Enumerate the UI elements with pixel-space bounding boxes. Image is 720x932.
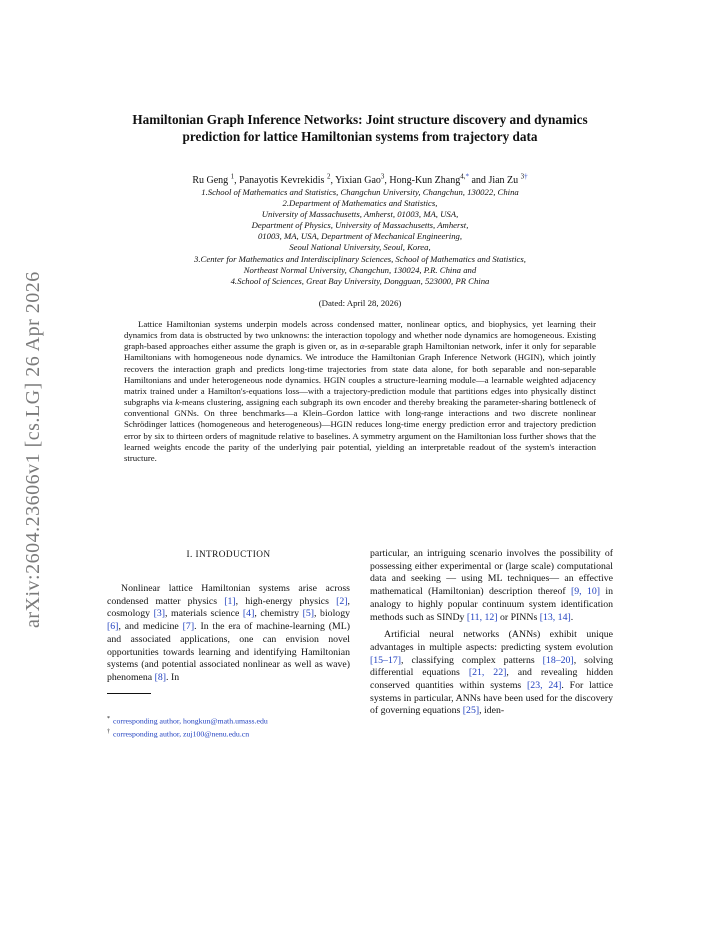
body-paragraph bbox=[370, 629, 613, 718]
author-affil-mark: 3 bbox=[380, 172, 385, 181]
paragraph-text: , cosmology bbox=[107, 595, 350, 620]
author-name: Ru Geng bbox=[192, 175, 229, 186]
abstract-text: -separable graph Hamiltonian network, infer it only for separable Hamiltonians with homogeneous node dynamics. We introduce the Hamiltonian Graph Inference Network (HGIN), which jointly recovers the interaction graph and predicts long-time trajectories from state data alone, for both separable and non-separable Hamiltonians and under heterogeneous node dynamics. HGIN couples a structure-learning module—a learnable weighted adjacency matrix trained under a Hamilton's-equations loss—with a trajectory-prediction module that partitions edges into physically distinct subgraphs via bbox=[124, 341, 596, 408]
footnote-mark: * bbox=[107, 716, 110, 722]
footnote-link[interactable]: corresponding author, zuj100@nenu.edu.cn bbox=[113, 729, 250, 739]
author-affil-mark: 3 bbox=[520, 172, 525, 181]
paragraph-text: , high-energy physics bbox=[235, 595, 337, 607]
affiliation-line: 4.School of Sciences, Great Bay University, Dongguan, 523000, PR China bbox=[230, 275, 490, 286]
citation-link[interactable]: [5] bbox=[302, 608, 315, 620]
citation-link[interactable]: [9, 10] bbox=[570, 586, 601, 598]
footnote-link[interactable]: corresponding author, hongkun@math.umass.edu bbox=[113, 716, 268, 726]
affiliation-line: 3.Center for Mathematics and Interdisciplinary Sciences, School of Mathematics and Statistics, bbox=[194, 253, 526, 264]
citation-link[interactable]: [15–17] bbox=[370, 654, 402, 666]
paragraph-text: , and medicine bbox=[118, 621, 183, 633]
author-list bbox=[106, 174, 614, 187]
date-line: (Dated: April 28, 2026) bbox=[318, 298, 402, 308]
paragraph-text: in analogy to highly popular continuum system identification methods such as SINDy bbox=[370, 586, 613, 623]
author-separator: , bbox=[330, 175, 336, 186]
paragraph-text: Artificial neural networks (ANNs) exhibit unique advantages in multiple aspects: predicting system evolution bbox=[370, 629, 613, 653]
paragraph-text: Nonlinear lattice Hamiltonian systems arise across condensed matter physics bbox=[107, 583, 350, 607]
citation-link[interactable]: [18–20] bbox=[542, 654, 574, 666]
affiliation-line: Northeast Normal University, Changchun, 130024, P.R. China and bbox=[243, 264, 477, 275]
author-separator: , bbox=[384, 175, 390, 186]
paragraph-text: . In bbox=[166, 671, 180, 683]
author-name: Jian Zu bbox=[488, 175, 519, 186]
footnote bbox=[107, 727, 350, 740]
abstract-math: α bbox=[359, 341, 365, 352]
paragraph-text: particular, an intriguing scenario involves the possibility of possessing either experimental or (large scale) computational data and seeking — using ML techniques— an effective mathematical (Hamiltonian) description thereof bbox=[370, 548, 613, 598]
affiliation-line: Seoul National University, Seoul, Korea, bbox=[289, 242, 431, 253]
footnote bbox=[107, 714, 350, 727]
author-separator: and bbox=[468, 175, 489, 186]
paragraph-text: . For lattice systems in particular, ANNs have been used for the discovery of governing equations bbox=[370, 680, 613, 717]
affiliation-line: 01003, MA, USA, Department of Mechanical Engineering, bbox=[257, 231, 463, 242]
footnotes bbox=[107, 714, 350, 740]
paragraph-text: , iden- bbox=[479, 705, 505, 717]
author-name: Hong-Kun Zhang bbox=[389, 175, 461, 186]
paragraph-text: . bbox=[570, 611, 574, 623]
citation-link[interactable]: [11, 12] bbox=[466, 611, 498, 623]
paper-title: Hamiltonian Graph Inference Networks: Joint structure discovery and dynamics prediction for lattice Hamiltonian systems from trajectory data bbox=[132, 112, 588, 144]
abstract-math: k bbox=[175, 397, 180, 408]
affiliation-line: 1.School of Mathematics and Statistics, Changchun University, Changchun, 130022, China bbox=[201, 187, 519, 197]
paragraph-text: , biology bbox=[314, 608, 350, 620]
paragraph-text: , chemistry bbox=[254, 608, 303, 620]
paragraph-text: or PINNs bbox=[497, 611, 540, 623]
citation-link[interactable]: [8] bbox=[154, 671, 167, 683]
paragraph-text: , classifying complex patterns bbox=[401, 654, 543, 666]
corresponding-mark-link[interactable]: * bbox=[465, 172, 469, 181]
corresponding-mark-link[interactable]: † bbox=[524, 172, 528, 181]
left-column bbox=[107, 548, 350, 685]
citation-link[interactable]: [23, 24] bbox=[527, 680, 562, 692]
body-paragraph bbox=[107, 583, 350, 685]
author-name: Yixian Gao bbox=[335, 175, 381, 186]
citation-link[interactable]: [7] bbox=[182, 621, 195, 633]
author-affil-mark: 1 bbox=[230, 172, 235, 181]
paragraph-text: , materials science bbox=[165, 608, 243, 620]
paragraph-text: , solving differential equations bbox=[370, 654, 613, 679]
citation-link[interactable]: [3] bbox=[153, 608, 166, 620]
citation-link[interactable]: [2] bbox=[336, 595, 348, 607]
paragraph-text: , and revealing hidden conserved quantities within systems bbox=[370, 667, 613, 692]
citation-link[interactable]: [4] bbox=[242, 608, 255, 620]
abstract-text: -means clustering, assigning each subgraph its own encoder and thereby breaking the parameter-sharing bottleneck of conventional GNNs. On three benchmarks—a Klein–Gordon lattice with long-range interactions and two discrete nonlinear Schrödinger lattices (homogeneous and heterogeneous)—HGIN reduces long-time energy prediction error and trajectory prediction error by six to thirteen orders of magnitude relative to baselines. A symmetry argument on the Hamiltonian loss further shows that the learned weights encode the parity of the underlying pair potential, yielding an interpretable readout of the system's interaction structure. bbox=[124, 397, 596, 463]
affiliation-line: University of Massachusetts, Amherst, 01003, MA, USA, bbox=[261, 209, 459, 220]
author-affil-mark: 2 bbox=[326, 172, 331, 181]
footnote-rule bbox=[107, 693, 151, 694]
footnote-mark: † bbox=[107, 729, 110, 736]
affiliations bbox=[106, 187, 614, 287]
affiliation-line: 2.Department of Mathematics and Statistics, bbox=[282, 198, 438, 209]
abstract bbox=[124, 319, 596, 464]
right-column bbox=[370, 548, 613, 718]
affiliation-line: Department of Physics, University of Massachusetts, Amherst, bbox=[251, 220, 469, 231]
body-paragraph bbox=[370, 548, 613, 624]
author-name: Panayotis Kevrekidis bbox=[239, 175, 325, 186]
citation-link[interactable]: [25] bbox=[462, 705, 480, 717]
abstract-text: Lattice Hamiltonian systems underpin models across condensed matter, nonlinear optics, and biophysics, yet learning their dynamics from data is obstructed by two unknowns: the interaction topology and whether node dynamics are homogeneous. Existing graph-based approaches either assume the graph is given or, as in bbox=[124, 319, 596, 352]
citation-link[interactable]: [6] bbox=[107, 621, 119, 633]
section-heading: I. INTRODUCTION bbox=[186, 550, 271, 560]
citation-link[interactable]: [1] bbox=[224, 595, 236, 607]
citation-link[interactable]: [21, 22] bbox=[468, 667, 507, 679]
author-separator: , bbox=[234, 175, 240, 186]
arxiv-identifier-stamp: arXiv:2604.23606v1 [cs.LG] 26 Apr 2026 bbox=[22, 271, 44, 628]
author-affil-mark: 4, bbox=[460, 172, 466, 181]
citation-link[interactable]: [13, 14] bbox=[539, 611, 571, 623]
paragraph-text: . In the era of machine-learning (ML) and associated applications, one can envision novel opportunities towards learning and identifying Hamiltonian systems (and potential associated nonlinear as well as wave) phenomena bbox=[107, 621, 350, 683]
